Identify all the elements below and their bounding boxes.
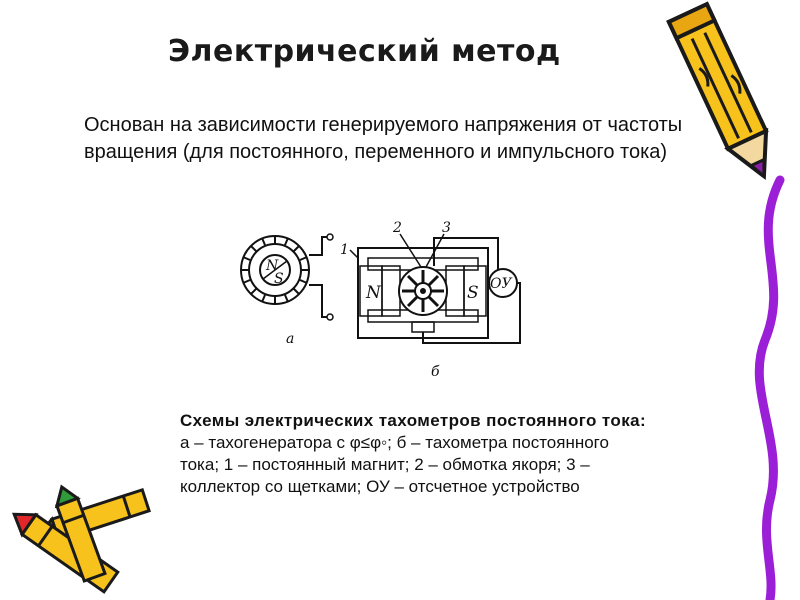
pencil-icon (665, 0, 795, 190)
body-text: Основан на зависимости генерируемого напряжения от частоты вращения (для постоянного, переменного и импульсного тока) (84, 114, 683, 163)
crayons-icon (0, 480, 170, 600)
magnet-n-label: N (266, 258, 279, 274)
diagram-b-tachometer (338, 218, 538, 388)
caption-title: Схемы электрических тахометров постоянного тока: (180, 411, 647, 430)
ou-label: ОУ (490, 276, 512, 292)
diagram-a-tachogenerator (230, 225, 340, 355)
figure-caption (180, 410, 730, 498)
caption-line: а – тахогенератора с φ≤φ◦; б – тахометра постоянного (180, 433, 609, 452)
pole-n-label: N (366, 283, 381, 303)
pole-s-label: S (467, 283, 479, 303)
slide-title: Электрический метод (168, 34, 561, 69)
caption-line: тока; 1 – постоянный магнит; 2 – обмотка якоря; 3 – (180, 455, 590, 474)
diagram-b-label: б (431, 364, 440, 380)
label-3: 3 (442, 220, 451, 236)
label-2: 2 (393, 220, 402, 236)
diagram-a-label: a (286, 331, 295, 347)
wavy-line-decoration (740, 180, 800, 600)
magnet-s-label: S (274, 271, 284, 287)
caption-line: коллектор со щетками; ОУ – отсчетное устройство (180, 477, 580, 496)
label-1: 1 (340, 242, 349, 258)
